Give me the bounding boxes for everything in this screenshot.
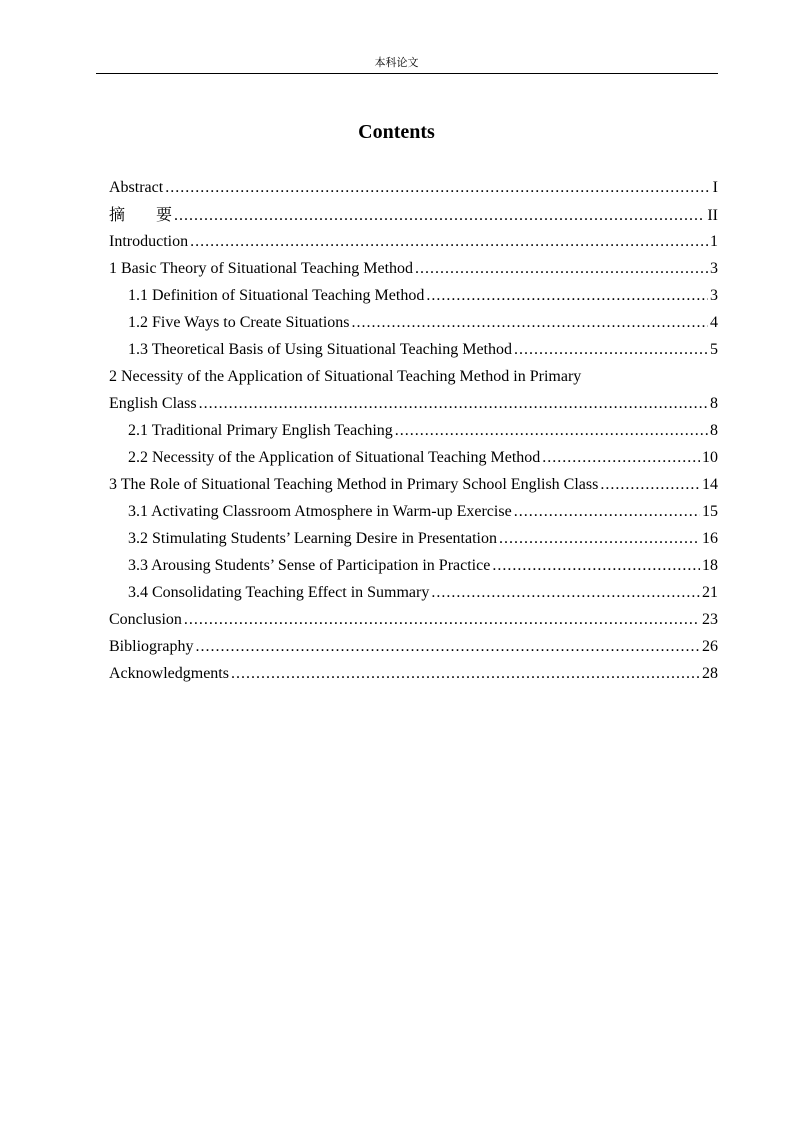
dot-leader — [174, 202, 705, 229]
toc-entry-page: 1 — [710, 233, 718, 250]
toc-entry-section-2-2[interactable] — [109, 444, 718, 471]
toc-entry-label: Acknowledgments — [109, 665, 229, 682]
toc-entry-section-1-3[interactable] — [109, 336, 718, 363]
toc-entry-section-1-1[interactable] — [109, 282, 718, 309]
toc-entry-chapter-3[interactable] — [109, 471, 718, 498]
toc-entry-page: 5 — [710, 341, 718, 358]
toc-entry-page: 10 — [702, 449, 718, 466]
dot-leader — [514, 336, 708, 363]
dot-leader — [492, 552, 700, 579]
toc-entry-page: I — [712, 179, 718, 196]
toc-entry-label: 1 Basic Theory of Situational Teaching Method — [109, 260, 414, 277]
dot-leader — [514, 498, 700, 525]
toc-entry-label — [109, 201, 172, 228]
dot-leader — [195, 633, 700, 660]
toc-entry-label: Bibliography — [109, 638, 194, 655]
toc-entry-page: 14 — [702, 476, 718, 493]
running-header: 本科论文 — [374, 56, 419, 69]
toc-entry-chinese-abstract[interactable] — [109, 201, 718, 228]
toc-entry-section-3-2[interactable] — [109, 525, 718, 552]
toc-entry-section-3-1[interactable] — [109, 498, 718, 525]
toc-entry-label: 2.2 Necessity of the Application of Situational Teaching Method — [128, 449, 541, 466]
toc-entry-page: 26 — [702, 638, 718, 655]
toc-entry-conclusion[interactable] — [109, 606, 718, 633]
toc-entry-page: 16 — [702, 530, 718, 547]
dot-leader — [600, 471, 700, 498]
dot-leader — [184, 606, 700, 633]
toc-entry-label: 3 The Role of Situational Teaching Method in Primary School English Class — [109, 476, 599, 493]
dot-leader — [395, 417, 708, 444]
toc-entry-label: 3.1 Activating Classroom Atmosphere in Warm-up Exercise — [128, 503, 512, 520]
toc-entry-page: 8 — [710, 422, 718, 439]
toc-entry-label: 2.1 Traditional Primary English Teaching — [128, 422, 393, 439]
table-of-contents — [109, 174, 718, 687]
toc-entry-label-line-2: English Class — [109, 395, 197, 412]
toc-entry-section-1-2[interactable] — [109, 309, 718, 336]
toc-entry-page: 21 — [702, 584, 718, 601]
dot-leader — [415, 255, 708, 282]
toc-entry-label: 1.2 Five Ways to Create Situations — [128, 314, 350, 331]
toc-entry-page: 4 — [710, 314, 718, 331]
toc-entry-section-3-3[interactable] — [109, 552, 718, 579]
toc-entry-section-3-4[interactable] — [109, 579, 718, 606]
toc-entry-acknowledgments[interactable] — [109, 660, 718, 687]
toc-entry-page: II — [707, 207, 718, 224]
toc-entry-label: 1.3 Theoretical Basis of Using Situational Teaching Method — [128, 341, 512, 358]
dot-leader — [426, 282, 708, 309]
dot-leader — [199, 390, 708, 417]
toc-entry-page: 18 — [702, 557, 718, 574]
dot-leader — [499, 525, 700, 552]
toc-entry-label-line-1: 2 Necessity of the Application of Situational Teaching Method in Primary — [109, 368, 582, 385]
dot-leader — [165, 174, 710, 201]
dot-leader — [190, 228, 708, 255]
dot-leader — [231, 660, 700, 687]
toc-entry-page: 3 — [710, 260, 718, 277]
toc-entry-label-char: 要 — [156, 205, 173, 224]
toc-title: Contents — [358, 121, 435, 143]
toc-entry-section-2-1[interactable] — [109, 417, 718, 444]
toc-entry-continuation — [109, 390, 718, 417]
toc-entry-bibliography[interactable] — [109, 633, 718, 660]
toc-entry-label: 1.1 Definition of Situational Teaching Method — [128, 287, 425, 304]
toc-entry-label: 3.4 Consolidating Teaching Effect in Summary — [128, 584, 430, 601]
toc-entry-label: 3.2 Stimulating Students’ Learning Desire in Presentation — [128, 530, 497, 547]
toc-entry-page: 3 — [710, 287, 718, 304]
toc-entry-page: 28 — [702, 665, 718, 682]
toc-entry-introduction[interactable] — [109, 228, 718, 255]
toc-entry-page: 8 — [710, 395, 718, 412]
toc-entry-page: 23 — [702, 611, 718, 628]
dot-leader — [542, 444, 700, 471]
toc-entry-abstract[interactable] — [109, 174, 718, 201]
toc-entry-label: Conclusion — [109, 611, 182, 628]
toc-entry-label: 3.3 Arousing Students’ Sense of Participation in Practice — [128, 557, 491, 574]
toc-entry-label-char: 摘 — [109, 205, 126, 224]
toc-entry-label: Introduction — [109, 233, 189, 250]
header-divider — [96, 73, 718, 74]
dot-leader — [431, 579, 700, 606]
toc-entry-page: 15 — [702, 503, 718, 520]
dot-leader — [352, 309, 708, 336]
toc-entry-chapter-2[interactable] — [109, 363, 718, 417]
toc-entry-chapter-1[interactable] — [109, 255, 718, 282]
toc-entry-label: Abstract — [109, 179, 164, 196]
